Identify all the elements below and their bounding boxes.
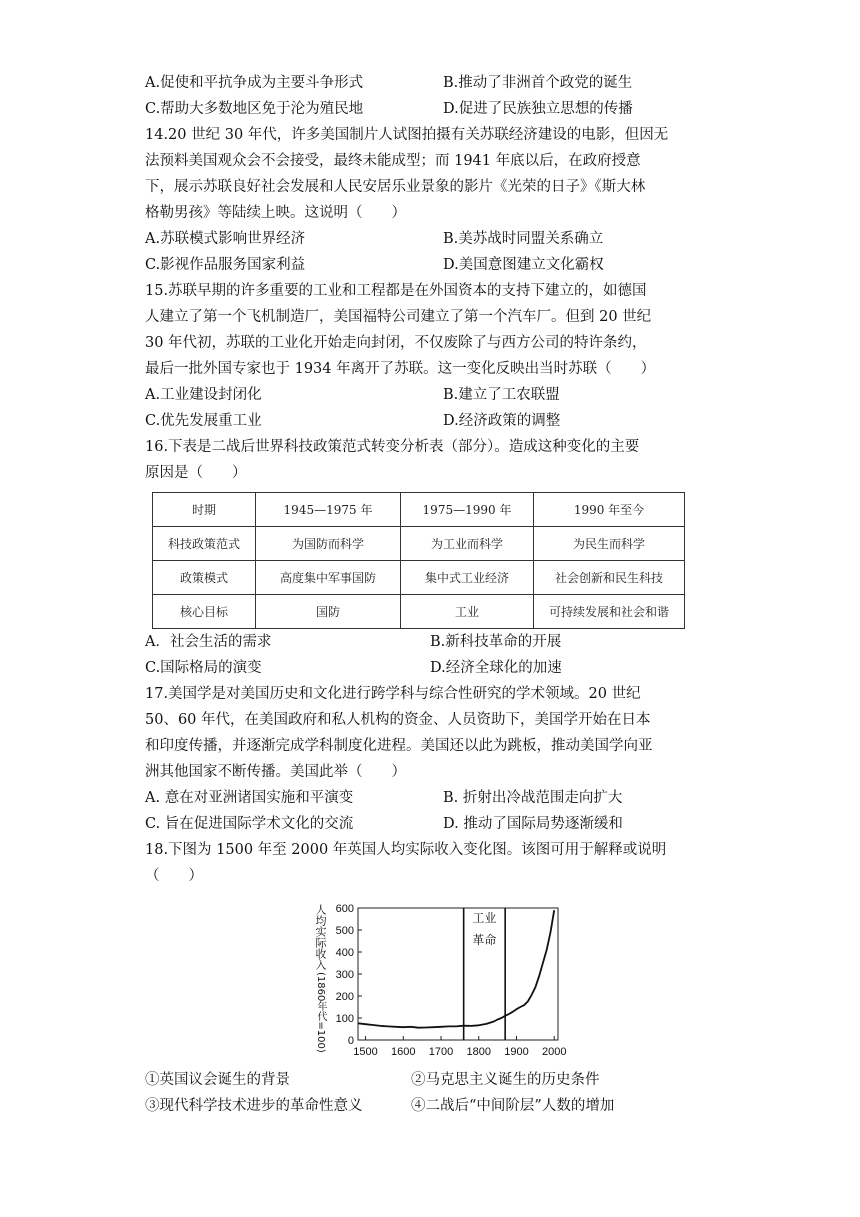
q18-stem-line-2: （ ） [145, 868, 203, 884]
y-tick-label: 400 [335, 947, 354, 959]
q14-options-row-1 [145, 229, 745, 251]
q17-options-row-2 [145, 814, 745, 836]
q18-option-1[interactable]: ①英国议会诞生的背景 [145, 1072, 290, 1088]
q15-options-row-1 [145, 385, 745, 407]
y-tick-label: 0 [347, 1035, 354, 1047]
table-row [153, 527, 685, 561]
table-cell: 社会创新和民生科技 [534, 561, 685, 595]
industrial-revolution-annotation: 革命 [472, 933, 497, 947]
chart-y-axis-label-main: 人均实际收入 [314, 904, 327, 970]
q15-stem-line-4: 最后一批外国专家也于 1934 年离开了苏联。这一变化反映出当时苏联（ ） [145, 361, 656, 377]
q17-option-b[interactable]: B. 折射出冷战范围走向扩大 [443, 790, 623, 806]
q13-option-d[interactable]: D.促进了民族独立思想的传播 [443, 101, 633, 117]
x-tick-label: 1700 [428, 1046, 454, 1058]
table-cell: 核心目标 [153, 595, 256, 629]
income-series-line [358, 910, 554, 1027]
q16-option-a[interactable]: A．社会生活的需求 [145, 634, 272, 650]
chart-svg [308, 900, 567, 1062]
q15-stem-line-1: 15.苏联早期的许多重要的工业和工程都是在外国资本的支持下建立的，如德国 [145, 283, 647, 299]
q13-options-row-2 [145, 99, 745, 121]
table-cell: 高度集中军事国防 [256, 561, 401, 595]
q14-stem-line-2: 法预料美国观众会不会接受，最终未能成型；而 1941 年底以后，在政府授意 [145, 153, 641, 169]
y-tick-label: 300 [335, 969, 354, 981]
q18-option-2[interactable]: ②马克思主义诞生的历史条件 [411, 1072, 600, 1088]
q16-option-b[interactable]: B.新科技革命的开展 [430, 634, 562, 650]
q18-stem-line-1: 18.下图为 1500 年至 2000 年英国人均实际收入变化图。该图可用于解释或说明 [145, 842, 667, 858]
x-tick-label: 1900 [504, 1046, 529, 1058]
q18-options-row-2 [145, 1096, 745, 1118]
q14-option-a[interactable]: A.苏联模式影响世界经济 [145, 231, 306, 247]
table-cell: 工业 [401, 595, 534, 629]
table-cell: 为国防而科学 [256, 527, 401, 561]
table-cell: 时期 [153, 493, 256, 527]
industrial-revolution-annotation: 工业 [472, 911, 497, 925]
q16-stem-line-1: 16.下表是二战后世界科技政策范式转变分析表（部分）。造成这种变化的主要 [145, 439, 640, 455]
y-tick-label: 600 [335, 903, 354, 915]
q14-stem-line-4: 格勒男孩》等陆续上映。这说明（ ） [145, 205, 406, 221]
x-tick-label: 2000 [541, 1046, 567, 1058]
q15-options-row-2 [145, 411, 745, 433]
chart-y-axis-label-note: (1860年代=100) [315, 972, 326, 1053]
y-tick-label: 500 [335, 925, 354, 937]
table-row [153, 561, 685, 595]
table-cell: 可持续发展和社会和谐 [534, 595, 685, 629]
table-row [153, 595, 685, 629]
q14-stem-line-1: 14.20 世纪 30 年代，许多美国制片人试图拍摄有关苏联经济建设的电影，但因无 [145, 127, 669, 143]
table-cell: 1990 年至今 [534, 493, 685, 527]
q15-stem-line-2: 人建立了第一个飞机制造厂，美国福特公司建立了第一个汽车厂。但到 20 世纪 [145, 309, 652, 325]
table-cell: 为工业而科学 [401, 527, 534, 561]
q18-options-row-1 [145, 1070, 745, 1092]
q15-option-c[interactable]: C.优先发展重工业 [145, 413, 262, 429]
q16-options-row-2 [145, 658, 745, 680]
x-tick-label: 1600 [391, 1046, 416, 1058]
q14-option-c[interactable]: C.影视作品服务国家利益 [145, 257, 306, 273]
x-tick-label: 1800 [466, 1046, 491, 1058]
q18-option-3[interactable]: ③现代科学技术进步的革命性意义 [145, 1098, 363, 1114]
q16-options-row-1 [145, 632, 745, 654]
q16-option-d[interactable]: D.经济全球化的加速 [430, 660, 562, 676]
policy-table [152, 492, 685, 629]
q13-option-a[interactable]: A.促使和平抗争成为主要斗争形式 [145, 75, 364, 91]
q14-option-b[interactable]: B.美苏战时同盟关系确立 [443, 231, 604, 247]
q18-option-4[interactable]: ④二战后“中间阶层”人数的增加 [411, 1098, 615, 1114]
table-cell: 国防 [256, 595, 401, 629]
q17-stem-line-3: 和印度传播，并逐渐完成学科制度化进程。美国还以此为跳板，推动美国学向亚 [145, 738, 653, 754]
table-cell: 为民生而科学 [534, 527, 685, 561]
q15-option-d[interactable]: D.经济政策的调整 [443, 413, 561, 429]
q14-option-d[interactable]: D.美国意图建立文化霸权 [443, 257, 604, 273]
y-tick-label: 100 [335, 1013, 354, 1025]
q17-stem-line-1: 17.美国学是对美国历史和文化进行跨学科与综合性研究的学术领域。20 世纪 [145, 686, 641, 702]
q15-stem-line-3: 30 年代初，苏联的工业化开始走向封闭，不仅废除了与西方公司的特许条约， [145, 335, 647, 351]
q15-option-b[interactable]: B.建立了工农联盟 [443, 387, 560, 403]
q17-option-a[interactable]: A. 意在对亚洲诸国实施和平演变 [145, 790, 354, 806]
q16-stem-line-2: 原因是（ ） [145, 465, 247, 481]
q17-stem-line-2: 50、60 年代，在美国政府和私人机构的资金、人员资助下，美国学开始在日本 [145, 712, 651, 728]
q15-option-a[interactable]: A.工业建设封闭化 [145, 387, 262, 403]
q14-stem-line-3: 下，展示苏联良好社会发展和人民安居乐业景象的影片《光荣的日子》《斯大林 [145, 179, 646, 195]
table-cell: 集中式工业经济 [401, 561, 534, 595]
table-cell: 1975—1990 年 [401, 493, 534, 527]
y-tick-label: 200 [335, 991, 354, 1003]
q17-stem-line-4: 洲其他国家不断传播。美国此举（ ） [145, 764, 406, 780]
q14-options-row-2 [145, 255, 745, 277]
q17-options-row-1 [145, 788, 745, 810]
x-tick-label: 1500 [353, 1046, 378, 1058]
q17-option-c[interactable]: C. 旨在促进国际学术文化的交流 [145, 816, 354, 832]
chart-frame [358, 908, 558, 1040]
income-chart [308, 900, 567, 1062]
table-row [153, 493, 685, 527]
q16-option-c[interactable]: C.国际格局的演变 [145, 660, 262, 676]
q17-option-d[interactable]: D. 推动了国际局势逐渐缓和 [443, 816, 623, 832]
q13-options-row-1 [145, 73, 745, 95]
table-cell: 政策模式 [153, 561, 256, 595]
q13-option-c[interactable]: C.帮助大多数地区免于沦为殖民地 [145, 101, 364, 117]
q13-option-b[interactable]: B.推动了非洲首个政党的诞生 [443, 75, 633, 91]
table-cell: 1945—1975 年 [256, 493, 401, 527]
table-cell: 科技政策范式 [153, 527, 256, 561]
